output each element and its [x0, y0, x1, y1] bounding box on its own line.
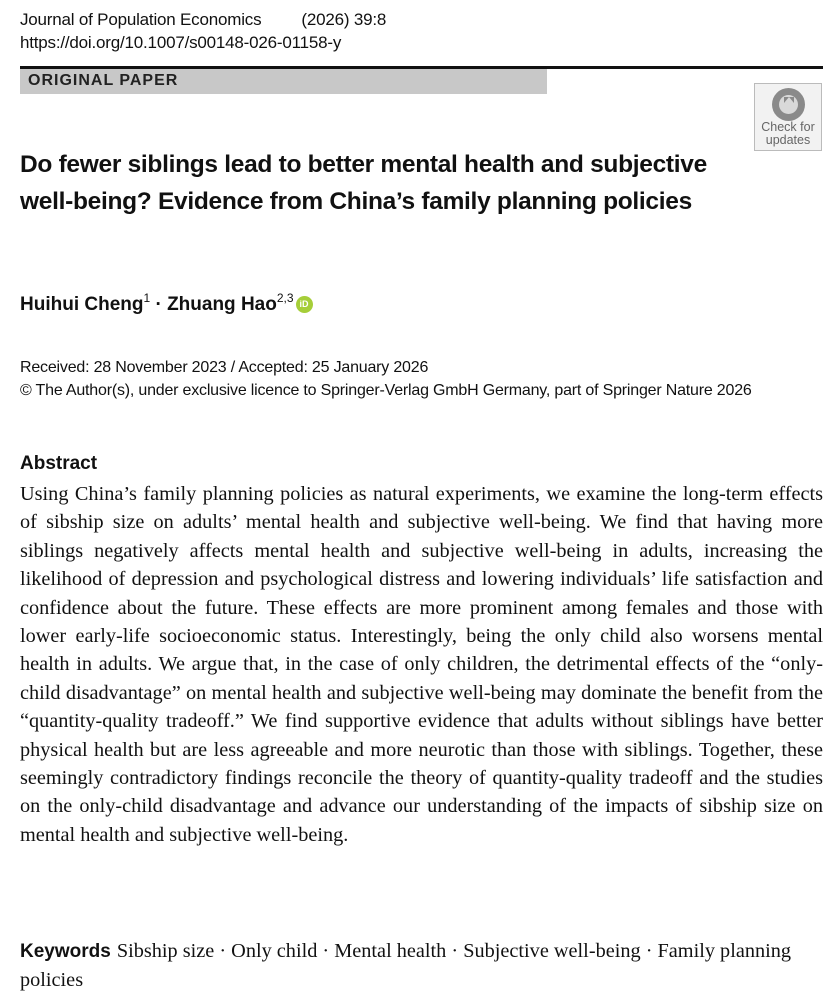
- check-for-updates-button[interactable]: [754, 83, 822, 151]
- author-name[interactable]: Huihui Cheng: [20, 294, 144, 315]
- check-for-updates-label: [755, 121, 821, 147]
- check-for-updates-line1: Check for: [761, 120, 815, 134]
- orcid-icon[interactable]: iD: [296, 296, 313, 313]
- check-for-updates-icon: [772, 88, 805, 121]
- keywords: [20, 937, 823, 995]
- received-accepted: Received: 28 November 2023 / Accepted: 25 January 2026: [20, 359, 429, 376]
- paper-title: Do fewer siblings lead to better mental health and subjective well-being? Evidence from China’s family planning policies: [20, 151, 707, 215]
- author-list: [20, 291, 313, 316]
- keywords-label: Keywords: [20, 941, 111, 962]
- journal-header: [20, 8, 386, 54]
- article-type-band: [20, 69, 547, 94]
- author-affiliation: 1: [143, 291, 151, 305]
- check-for-updates-line2: updates: [765, 133, 811, 147]
- copyright-notice: © The Author(s), under exclusive licence to Springer-Verlag GmbH Germany, part of Springer Nature 2026: [20, 382, 752, 399]
- journal-name: Journal of Population Economics: [20, 10, 262, 29]
- author-separator: ·: [155, 294, 162, 315]
- author-affiliation: 2,3: [276, 291, 294, 305]
- abstract-text: Using China’s family planning policies as natural experiments, we examine the long-term effects of sibship size on adults’ mental health and subjective well-being. We find that having more siblings negatively affects mental health and subjective well-being in adults, increasing the likelihood of depression and psychological distress and lowering individuals’ life satisfaction and confidence about the future. These effects are more prominent among females and those with lower early-life socioeconomic status. Interestingly, being the only child also worsens mental health in adults. We argue that, in the case of only children, the detrimental effects of the “only-child disadvantage” on mental health and subjective well-being may dominate the benefit from the “quantity-quality tradeoff.” We find supportive evidence that adults without siblings have better physical health but are less agreeable and more neurotic than those with siblings. Together, these seemingly contradictory findings reconcile the theory of quantity-quality tradeoff and the studies on the only-child disadvantage and advance our understanding of the impacts of sibship size on mental health and subjective well-being.: [20, 483, 823, 846]
- keywords-list: Sibship size · Only child · Mental health · Subjective well-being · Family planning policies: [20, 940, 792, 991]
- author-name[interactable]: Zhuang Hao: [167, 294, 277, 315]
- article-type: ORIGINAL PAPER: [28, 72, 179, 89]
- article-dates: [20, 356, 752, 402]
- abstract-heading: Abstract: [20, 453, 98, 474]
- doi-link[interactable]: https://doi.org/10.1007/s00148-026-01158-y: [20, 33, 342, 52]
- journal-volume: (2026) 39:8: [301, 10, 387, 29]
